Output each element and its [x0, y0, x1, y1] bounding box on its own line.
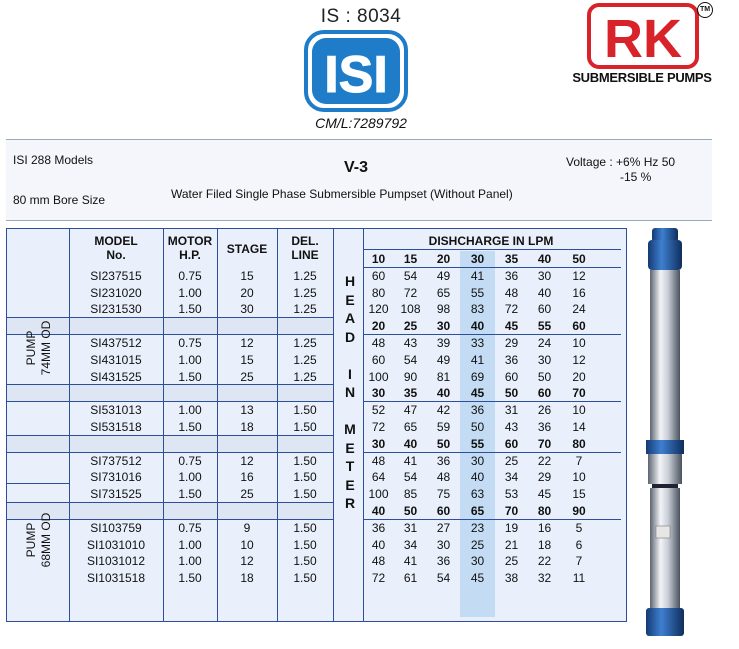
- series-title: V-3: [344, 159, 369, 176]
- lpm-header: 60: [436, 504, 451, 518]
- table-row-stage: 13: [240, 403, 254, 418]
- table-row-stage: 18: [240, 571, 254, 586]
- lpm-header: 90: [572, 504, 586, 518]
- table-row-del: 1.50: [293, 520, 317, 535]
- table-row-head: 48: [371, 554, 386, 569]
- lpm-header: 80: [572, 436, 586, 451]
- head-in-meter-letter: T: [345, 458, 355, 474]
- table-row-head: 60: [371, 352, 386, 367]
- lpm-header: 65: [470, 504, 485, 518]
- table-row-head: 54: [403, 268, 418, 283]
- table-row-head: 65: [436, 285, 451, 300]
- lpm-header: 60: [537, 386, 552, 401]
- lpm-header: 30: [436, 319, 451, 334]
- isi-mark-logo: [304, 30, 408, 112]
- column-divider: [277, 229, 278, 621]
- lpm-header: 30: [371, 436, 386, 451]
- column-divider: [333, 229, 334, 621]
- table-row-head: 41: [403, 554, 418, 569]
- lpm-header: 50: [504, 386, 519, 401]
- bore-size-label: 80 mm Bore Size: [13, 193, 106, 207]
- table-row-head: 6: [575, 537, 583, 552]
- table-row-head: 60: [504, 369, 519, 384]
- cml-number: CM/L:7289792: [315, 115, 407, 131]
- lpm-header: 35: [504, 252, 519, 266]
- table-row-head: 47: [403, 403, 418, 418]
- table-row-head: 42: [436, 403, 451, 418]
- lpm-header: 70: [504, 504, 519, 518]
- table-row-head: 53: [504, 487, 519, 502]
- lpm-header: 40: [537, 252, 552, 266]
- table-row-head: 40: [537, 285, 552, 300]
- table-row-del: 1.50: [293, 470, 317, 485]
- trademark-badge: TM: [697, 2, 713, 18]
- lpm-header: 45: [470, 386, 485, 401]
- table-row-head: 98: [436, 302, 451, 317]
- voltage-line-1: Voltage : +6% Hz 50: [566, 155, 676, 169]
- table-row-head: 60: [537, 302, 552, 317]
- header-discharge-underline: [363, 249, 621, 250]
- table-row-head: 25: [504, 453, 519, 468]
- group-divider: [7, 483, 69, 484]
- table-row-head: 54: [436, 571, 451, 586]
- table-row-head: 64: [371, 470, 386, 485]
- table-row-head: 75: [436, 487, 451, 502]
- table-row-hp: 1.50: [178, 369, 202, 384]
- column-divider: [163, 229, 164, 621]
- table-row-head: 12: [572, 352, 586, 367]
- table-row-head: 50: [537, 369, 552, 384]
- pump-68mm-label: [24, 488, 54, 592]
- lpm-header: 20: [371, 319, 386, 334]
- table-row-head: 45: [470, 571, 485, 586]
- table-row-model: SI103759: [90, 520, 142, 535]
- table-row-head: 15: [572, 487, 586, 502]
- table-row-head: 50: [470, 420, 485, 434]
- table-row-head: 60: [371, 268, 386, 283]
- table-row-head: 34: [504, 470, 519, 485]
- performance-table: [6, 228, 627, 622]
- table-row-head: 36: [436, 554, 451, 569]
- lpm-header: 50: [436, 436, 451, 451]
- head-in-meter-letter: D: [344, 328, 356, 345]
- lpm-header: 30: [371, 386, 386, 401]
- table-row-model: SI431525: [90, 369, 142, 384]
- table-row-del: 1.50: [293, 537, 317, 552]
- table-row-head: 48: [504, 285, 519, 300]
- lpm-header: 30: [470, 252, 485, 266]
- table-row-head: 36: [504, 268, 519, 283]
- lpm-header: 70: [572, 386, 586, 401]
- table-row-hp: 0.75: [178, 268, 202, 283]
- lpm-header: 55: [537, 319, 552, 334]
- table-row-hp: 1.00: [178, 554, 202, 569]
- header-del-line2: LINE: [291, 248, 319, 262]
- column-divider: [363, 229, 364, 621]
- header-model-line2: No.: [106, 248, 126, 262]
- table-row-head: 54: [403, 352, 418, 367]
- table-row-head: 36: [371, 520, 386, 535]
- table-row-head: 72: [371, 571, 386, 586]
- table-row-del: 1.25: [293, 336, 317, 350]
- table-row-head: 48: [371, 453, 386, 468]
- table-row-head: 21: [504, 537, 519, 552]
- head-in-meter-letter: E: [345, 439, 355, 456]
- table-row-head: 34: [403, 537, 418, 552]
- table-row-hp: 0.75: [178, 453, 202, 468]
- table-row-head: 30: [470, 554, 485, 569]
- block-separator: [7, 502, 333, 520]
- table-row-head: 7: [575, 453, 583, 468]
- table-row-model: SI437512: [90, 336, 142, 350]
- table-row-head: 85: [403, 487, 418, 502]
- table-row-head: 52: [371, 403, 386, 418]
- table-row-head: 5: [575, 520, 583, 535]
- table-row-head: 18: [537, 537, 552, 552]
- table-row-stage: 30: [240, 302, 254, 317]
- table-row-head: 54: [403, 470, 418, 485]
- table-row-head: 108: [400, 302, 421, 317]
- table-row-stage: 9: [243, 520, 251, 535]
- table-row-stage: 25: [240, 487, 254, 502]
- table-row-del: 1.25: [293, 285, 317, 300]
- header-stage: STAGE: [226, 242, 268, 256]
- lpm-header: 50: [572, 252, 586, 266]
- table-row-hp: 0.75: [178, 336, 202, 350]
- table-row-hp: 1.00: [178, 537, 202, 552]
- table-row-head: 120: [368, 302, 389, 317]
- table-row-head: 23: [470, 520, 485, 535]
- rk-brand-logo: [587, 3, 705, 69]
- table-row-del: 1.50: [293, 420, 317, 434]
- table-row-head: 10: [572, 403, 586, 418]
- table-row-model: SI431015: [90, 352, 142, 367]
- table-row-head: 16: [572, 285, 586, 300]
- lpm-header: 55: [470, 436, 485, 451]
- table-row-head: 65: [403, 420, 418, 434]
- table-row-head: 30: [537, 268, 552, 283]
- table-row-head: 41: [470, 268, 485, 283]
- table-row-del: 1.25: [293, 352, 317, 367]
- table-row-model: SI231530: [90, 302, 142, 317]
- table-row-hp: 0.75: [178, 520, 202, 535]
- models-label: ISI 288 Models: [13, 153, 94, 167]
- table-row-head: 40: [371, 537, 386, 552]
- table-row-head: 30: [436, 537, 451, 552]
- voltage-line-2: -15 %: [620, 170, 652, 184]
- table-row-head: 25: [504, 554, 519, 569]
- pump-label-line1: PUMP: [24, 522, 38, 558]
- rk-logo-text: RK: [604, 9, 682, 69]
- table-row-del: 1.50: [293, 453, 317, 468]
- lpm-header: 40: [470, 319, 485, 334]
- table-row-head: 41: [470, 352, 485, 367]
- table-row-head: 45: [537, 487, 552, 502]
- lpm-header: 80: [537, 504, 552, 518]
- head-in-meter-letter: N: [344, 384, 356, 400]
- lpm-header: 35: [403, 386, 418, 401]
- table-row-hp: 1.50: [178, 420, 202, 434]
- table-row-head: 63: [470, 487, 485, 502]
- lpm-header: 15: [403, 252, 418, 266]
- table-row-hp: 1.00: [178, 352, 202, 367]
- table-row-head: 29: [537, 470, 552, 485]
- table-row-head: 12: [572, 268, 586, 283]
- table-row-head: 59: [436, 420, 451, 434]
- table-row-stage: 12: [240, 453, 254, 468]
- table-row-stage: 16: [240, 470, 254, 485]
- table-row-head: 61: [403, 571, 418, 586]
- table-row-del: 1.25: [293, 268, 317, 283]
- table-row-model: SI237515: [90, 268, 142, 283]
- table-row-head: 36: [470, 403, 485, 418]
- product-description: Water Filed Single Phase Submersible Pumpset (Without Panel): [171, 187, 513, 201]
- table-row-model: SI531518: [90, 420, 142, 434]
- table-row-hp: 1.50: [178, 571, 202, 586]
- isi-logo-text: ISI: [324, 46, 388, 104]
- pump-label-line2: 74MM OD: [39, 320, 53, 376]
- table-row-head: 40: [470, 470, 485, 485]
- table-row-hp: 1.50: [178, 302, 202, 317]
- table-row-del: 1.50: [293, 554, 317, 569]
- table-row-head: 48: [436, 470, 451, 485]
- table-row-head: 11: [572, 571, 586, 586]
- table-row-del: 1.50: [293, 571, 317, 586]
- lpm-header: 50: [403, 504, 418, 518]
- standard-title: IS : 8034: [320, 6, 402, 27]
- header-discharge: DISHCHARGE IN LPM: [428, 234, 554, 248]
- table-row-model: SI1031518: [86, 571, 146, 586]
- table-row-stage: 15: [240, 268, 254, 283]
- table-row-model: SI1031012: [86, 554, 146, 569]
- column-divider: [217, 229, 218, 621]
- table-row-head: 10: [572, 336, 586, 350]
- table-row-head: 43: [504, 420, 519, 434]
- table-row-head: 90: [403, 369, 418, 384]
- table-row-del: 1.50: [293, 487, 317, 502]
- table-row-head: 24: [572, 302, 586, 317]
- table-row-stage: 25: [240, 369, 254, 384]
- block-separator: [7, 317, 333, 335]
- table-row-head: 10: [572, 470, 586, 485]
- block-separator: [7, 435, 333, 453]
- table-row-model: SI531013: [90, 403, 142, 418]
- table-row-head: 22: [537, 453, 552, 468]
- table-row-head: 26: [537, 403, 552, 418]
- table-row-hp: 1.00: [178, 285, 202, 300]
- table-row-head: 55: [470, 285, 485, 300]
- table-row-hp: 1.00: [178, 470, 202, 485]
- table-row-head: 39: [436, 336, 451, 350]
- pump-label-line1: PUMP: [24, 330, 38, 366]
- table-row-hp: 1.00: [178, 403, 202, 418]
- lpm-header: 40: [371, 504, 386, 518]
- table-row-head: 72: [504, 302, 519, 317]
- table-row-head: 30: [470, 453, 485, 468]
- table-row-model: SI1031010: [86, 537, 146, 552]
- table-row-head: 49: [436, 268, 451, 283]
- table-row-stage: 18: [240, 420, 254, 434]
- head-in-meter-letter: E: [345, 476, 355, 493]
- table-row-model: SI731525: [90, 487, 142, 502]
- table-row-model: SI737512: [90, 453, 142, 468]
- table-row-head: 7: [575, 554, 583, 569]
- lpm-header: 40: [436, 386, 451, 401]
- table-row-head: 31: [504, 403, 519, 418]
- table-row-head: 20: [572, 369, 586, 384]
- lpm-header: 60: [572, 319, 586, 334]
- pump-label-line2: 68MM OD: [39, 512, 53, 568]
- lpm-header: 60: [504, 436, 519, 451]
- header-motor-line2: H.P.: [179, 248, 201, 262]
- lpm-header: 25: [403, 319, 418, 334]
- lpm-header: 20: [436, 252, 451, 266]
- pump-74mm-label: [24, 296, 54, 400]
- table-row-model: SI231020: [90, 285, 142, 300]
- table-row-del: 1.50: [293, 403, 317, 418]
- table-row-head: 81: [436, 369, 451, 384]
- table-row-stage: 15: [240, 352, 254, 367]
- table-row-head: 24: [537, 336, 552, 350]
- table-row-head: 69: [470, 369, 485, 384]
- info-band: [6, 139, 712, 221]
- head-in-meter-letter: M: [344, 421, 356, 437]
- table-row-stage: 12: [240, 336, 254, 350]
- table-row-head: 27: [436, 520, 451, 535]
- table-row-head: 32: [537, 571, 552, 586]
- table-row-hp: 1.50: [178, 487, 202, 502]
- lpm-header: 45: [504, 319, 519, 334]
- table-row-head: 41: [403, 453, 418, 468]
- block-separator: [7, 384, 333, 402]
- table-row-head: 49: [436, 352, 451, 367]
- table-row-del: 1.25: [293, 369, 317, 384]
- head-in-meter-letter: E: [345, 291, 355, 308]
- table-row-head: 80: [371, 285, 386, 300]
- lpm-header: 40: [403, 436, 418, 451]
- table-row-model: SI731016: [90, 470, 142, 485]
- table-row-head: 31: [403, 520, 418, 535]
- brand-subtitle: SUBMERSIBLE PUMPS: [572, 70, 712, 85]
- table-row-stage: 12: [240, 554, 254, 569]
- table-row-stage: 10: [240, 537, 254, 552]
- table-row-head: 43: [403, 336, 418, 350]
- head-in-meter-letter: H: [344, 273, 356, 289]
- head-in-meter-letter: I: [348, 365, 352, 382]
- table-row-head: 30: [537, 352, 552, 367]
- header-model-line1: MODEL: [94, 234, 138, 248]
- table-row-head: 33: [470, 336, 485, 350]
- table-row-head: 16: [537, 520, 552, 535]
- table-row-head: 100: [368, 369, 389, 384]
- table-row-head: 36: [504, 352, 519, 367]
- table-row-head: 29: [504, 336, 519, 350]
- table-row-del: 1.25: [293, 302, 317, 317]
- table-row-head: 72: [371, 420, 386, 434]
- lpm-header: 70: [537, 436, 552, 451]
- table-row-head: 36: [436, 453, 451, 468]
- table-row-head: 36: [537, 420, 552, 434]
- table-row-stage: 20: [240, 285, 254, 300]
- head-in-meter-letter: A: [344, 310, 356, 326]
- table-row-head: 38: [504, 571, 519, 586]
- table-row-head: 19: [504, 520, 519, 535]
- table-row-head: 22: [537, 554, 552, 569]
- header-motor-line1: MOTOR: [167, 234, 213, 248]
- pump-product-image: [630, 228, 698, 640]
- table-row-head: 25: [470, 537, 485, 552]
- table-row-head: 14: [572, 420, 586, 434]
- header-del-line1: DEL.: [291, 234, 319, 248]
- table-row-head: 72: [403, 285, 418, 300]
- column-divider: [69, 229, 70, 621]
- table-row-head: 83: [470, 302, 485, 317]
- table-row-head: 48: [371, 336, 386, 350]
- table-row-head: 100: [368, 487, 389, 502]
- head-in-meter-letter: R: [344, 495, 356, 511]
- lpm-header: 10: [371, 252, 386, 266]
